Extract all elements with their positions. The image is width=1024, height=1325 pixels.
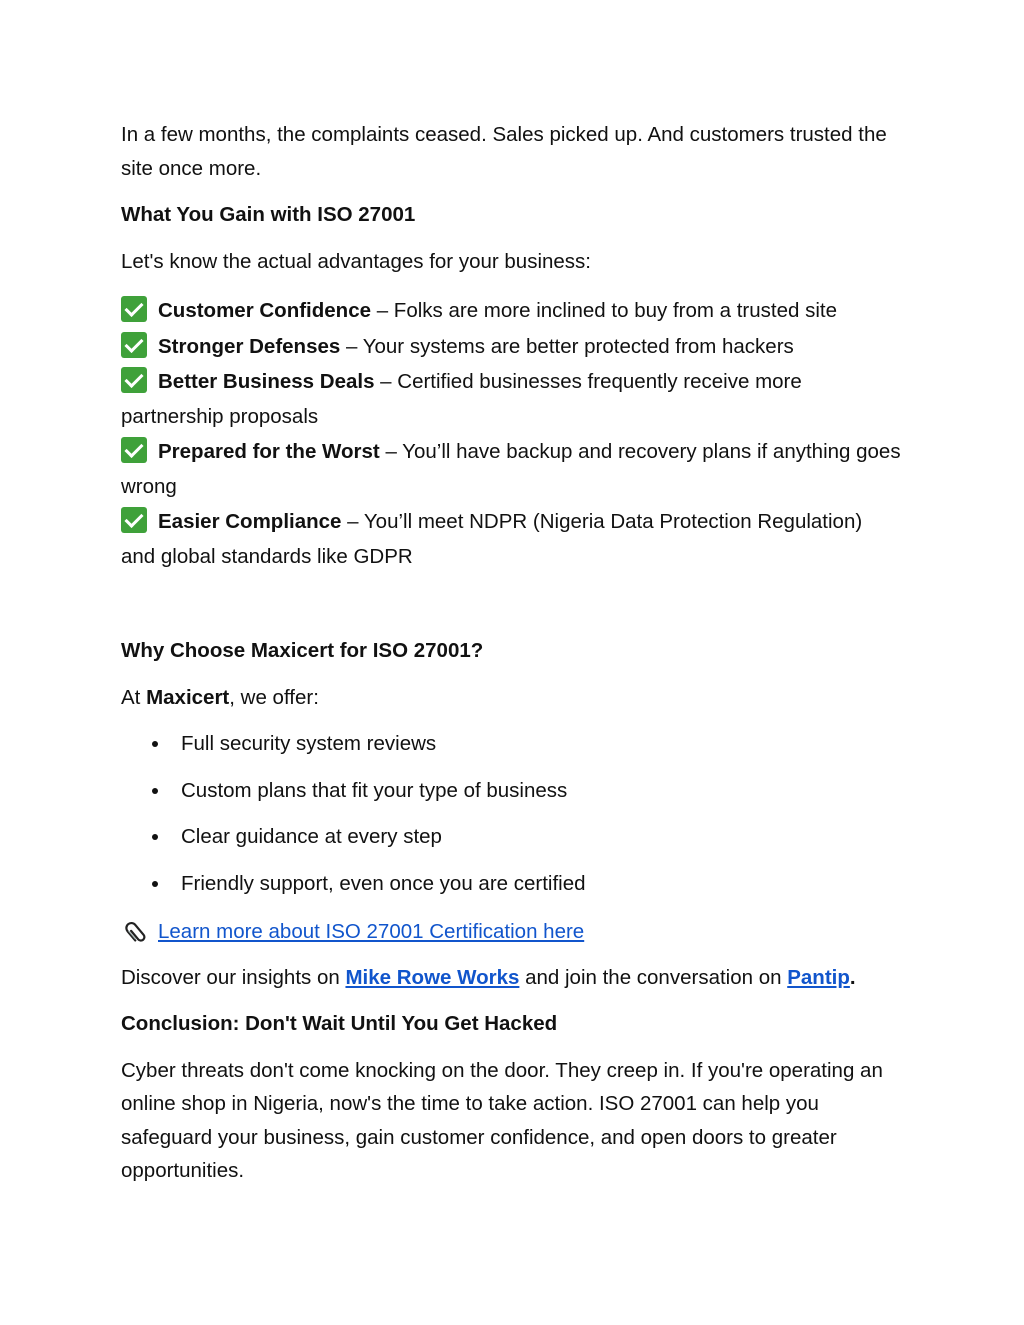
- offer-list: [121, 727, 901, 913]
- list-item-text: Friendly support, even once you are certified: [181, 871, 586, 895]
- discover-middle: and join the conversation on: [519, 965, 788, 989]
- check-mark-icon: [121, 437, 147, 463]
- check-mark-icon: [121, 507, 147, 533]
- discover-line: [121, 961, 901, 995]
- bullet-icon: [152, 834, 158, 840]
- discover-suffix: .: [849, 965, 856, 989]
- list-item: [121, 820, 901, 867]
- why-heading: Why Choose Maxicert for ISO 27001?: [121, 639, 484, 662]
- list-item: [121, 774, 901, 821]
- pantip-link[interactable]: Pantip: [787, 965, 850, 989]
- offer-suffix: , we offer:: [229, 685, 319, 709]
- benefit-item: [121, 435, 901, 504]
- check-mark-icon: [121, 296, 147, 322]
- intro-paragraph: In a few months, the complaints ceased. Sales picked up. And customers trusted the site once more.: [121, 123, 887, 180]
- benefit-title: Easier Compliance: [158, 510, 342, 533]
- offer-intro: [121, 681, 901, 715]
- conclusion-paragraph: Cyber threats don't come knocking on the door. They creep in. If you're operating an online shop in Nigeria, now's the time to take action. ISO 27001 can help you safeguard your business, gain customer confidence, and open doors to greater opportunities.: [121, 1058, 883, 1182]
- gain-heading: What You Gain with ISO 27001: [121, 203, 416, 226]
- benefit-text: – Folks are more inclined to buy from a trusted site: [371, 299, 838, 322]
- conclusion-heading: Conclusion: Don't Wait Until You Get Hacked: [121, 1012, 558, 1035]
- learn-more-line: [121, 915, 901, 949]
- benefit-text: – Your systems are better protected from hackers: [340, 334, 794, 358]
- offer-prefix: At: [121, 685, 147, 709]
- paperclip-icon: [121, 917, 151, 947]
- bullet-icon: [152, 741, 158, 747]
- discover-prefix: Discover our insights on: [121, 965, 346, 989]
- learn-more-link[interactable]: Learn more about ISO 27001 Certification here: [158, 920, 585, 943]
- benefit-title: Better Business Deals: [158, 370, 375, 393]
- document-page: [121, 118, 901, 1188]
- benefits-list: [121, 294, 901, 574]
- bullet-icon: [152, 788, 158, 794]
- benefit-title: Stronger Defenses: [158, 334, 341, 358]
- check-mark-icon: [121, 332, 147, 358]
- benefit-item: [121, 365, 901, 434]
- bullet-icon: [152, 881, 158, 887]
- list-item: [121, 867, 901, 914]
- list-item: [121, 727, 901, 774]
- benefit-item: [121, 294, 901, 329]
- gain-intro: Let's know the actual advantages for your business:: [121, 249, 591, 273]
- mike-rowe-works-link[interactable]: Mike Rowe Works: [345, 965, 520, 989]
- benefit-text: – You’ll meet NDPR (Nigeria Data Protection Regulation) and global standards like GDPR: [121, 510, 863, 568]
- benefit-item: [121, 330, 901, 365]
- list-item-text: Clear guidance at every step: [181, 825, 442, 848]
- brand-name: Maxicert: [146, 685, 230, 709]
- benefit-text: – You’ll have backup and recovery plans if anything goes wrong: [121, 440, 901, 498]
- check-mark-icon: [121, 367, 147, 393]
- benefit-text: – Certified businesses frequently receive more partnership proposals: [121, 370, 802, 428]
- benefit-title: Customer Confidence: [158, 299, 371, 322]
- list-item-text: Custom plans that fit your type of business: [181, 778, 568, 802]
- benefit-item: [121, 505, 901, 574]
- list-item-text: Full security system reviews: [181, 732, 437, 755]
- benefit-title: Prepared for the Worst: [158, 440, 380, 463]
